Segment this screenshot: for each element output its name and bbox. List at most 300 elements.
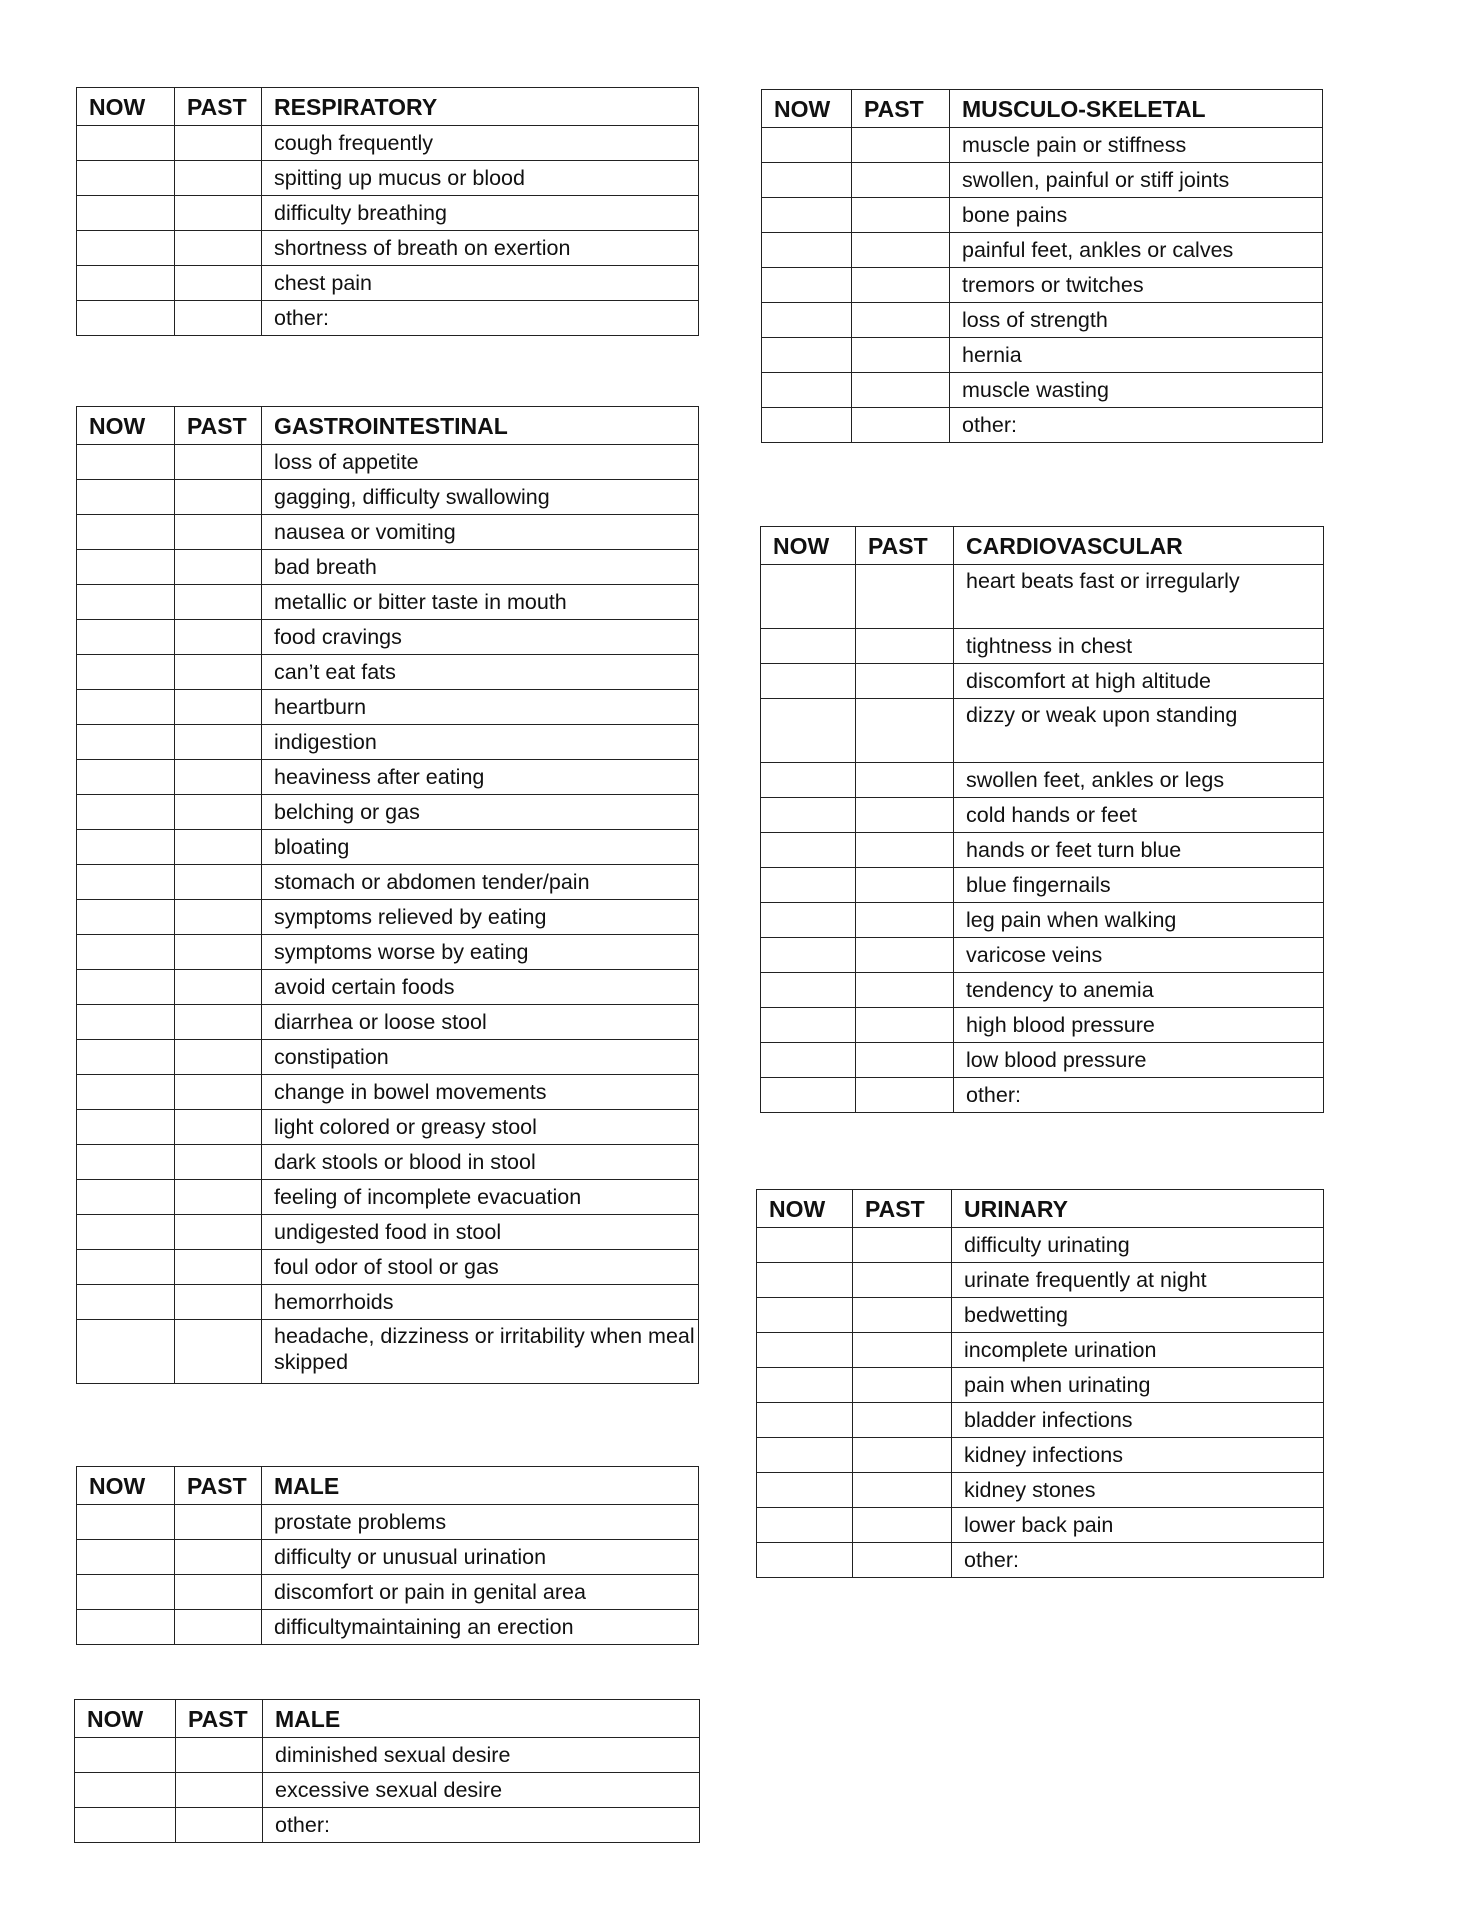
now-checkbox[interactable] xyxy=(762,233,852,268)
now-checkbox[interactable] xyxy=(761,798,856,833)
now-checkbox[interactable] xyxy=(77,1540,175,1575)
past-checkbox[interactable] xyxy=(175,1320,262,1384)
past-checkbox[interactable] xyxy=(852,303,950,338)
symptom-label: difficultymaintaining an erection xyxy=(262,1610,699,1645)
now-checkbox[interactable] xyxy=(77,1110,175,1145)
past-checkbox[interactable] xyxy=(175,970,262,1005)
table-row xyxy=(77,935,699,970)
past-checkbox[interactable] xyxy=(175,445,262,480)
past-checkbox[interactable] xyxy=(853,1438,952,1473)
symptom-label: discomfort at high altitude xyxy=(954,664,1324,699)
now-checkbox[interactable] xyxy=(761,833,856,868)
past-checkbox[interactable] xyxy=(852,233,950,268)
table-row xyxy=(77,620,699,655)
past-header: PAST xyxy=(853,1190,952,1228)
now-checkbox[interactable] xyxy=(75,1808,176,1843)
symptom-label: prostate problems xyxy=(262,1505,699,1540)
now-checkbox[interactable] xyxy=(77,1040,175,1075)
now-checkbox[interactable] xyxy=(762,268,852,303)
past-checkbox[interactable] xyxy=(856,664,954,699)
table-row xyxy=(77,515,699,550)
now-checkbox[interactable] xyxy=(77,970,175,1005)
past-checkbox[interactable] xyxy=(175,830,262,865)
past-checkbox[interactable] xyxy=(175,1505,262,1540)
table-row xyxy=(762,163,1323,198)
past-checkbox[interactable] xyxy=(175,760,262,795)
past-checkbox[interactable] xyxy=(853,1298,952,1333)
table-row xyxy=(77,1575,699,1610)
now-checkbox[interactable] xyxy=(77,1215,175,1250)
now-checkbox[interactable] xyxy=(77,231,175,266)
now-checkbox[interactable] xyxy=(757,1543,853,1578)
now-checkbox[interactable] xyxy=(762,408,852,443)
now-checkbox[interactable] xyxy=(77,655,175,690)
past-checkbox[interactable] xyxy=(175,1040,262,1075)
table-row xyxy=(77,1005,699,1040)
table-row xyxy=(762,233,1323,268)
past-checkbox[interactable] xyxy=(175,690,262,725)
urinary-table xyxy=(756,1189,1324,1578)
symptom-label: varicose veins xyxy=(954,938,1324,973)
past-checkbox[interactable] xyxy=(175,196,262,231)
table-row xyxy=(762,128,1323,163)
symptom-label: tightness in chest xyxy=(954,629,1324,664)
now-checkbox[interactable] xyxy=(77,1575,175,1610)
past-checkbox[interactable] xyxy=(856,1078,954,1113)
now-checkbox[interactable] xyxy=(75,1773,176,1808)
table-row xyxy=(77,585,699,620)
table-row xyxy=(761,973,1324,1008)
symptom-label: avoid certain foods xyxy=(262,970,699,1005)
table-header-row xyxy=(77,407,699,445)
symptom-label: diarrhea or loose stool xyxy=(262,1005,699,1040)
past-header: PAST xyxy=(175,1467,262,1505)
section-title: GASTROINTESTINAL xyxy=(262,407,699,445)
table-row xyxy=(761,1043,1324,1078)
now-checkbox[interactable] xyxy=(77,301,175,336)
past-checkbox[interactable] xyxy=(856,868,954,903)
symptom-label: spitting up mucus or blood xyxy=(262,161,699,196)
past-checkbox[interactable] xyxy=(856,629,954,664)
symptom-label: can’t eat fats xyxy=(262,655,699,690)
now-checkbox[interactable] xyxy=(77,1505,175,1540)
symptom-label: discomfort or pain in genital area xyxy=(262,1575,699,1610)
past-checkbox[interactable] xyxy=(853,1228,952,1263)
past-checkbox[interactable] xyxy=(175,550,262,585)
symptom-label: other: xyxy=(263,1808,700,1843)
symptom-label: hernia xyxy=(950,338,1323,373)
symptom-label: nausea or vomiting xyxy=(262,515,699,550)
symptom-label: tendency to anemia xyxy=(954,973,1324,1008)
table-row xyxy=(761,565,1324,629)
symptom-label: headache, dizziness or irritability when meal skipped xyxy=(262,1320,699,1384)
symptom-label: change in bowel movements xyxy=(262,1075,699,1110)
symptom-label: dark stools or blood in stool xyxy=(262,1145,699,1180)
table-row xyxy=(77,1145,699,1180)
symptom-label: light colored or greasy stool xyxy=(262,1110,699,1145)
past-checkbox[interactable] xyxy=(856,973,954,1008)
now-checkbox[interactable] xyxy=(761,938,856,973)
table-row xyxy=(77,865,699,900)
symptom-label: swollen, painful or stiff joints xyxy=(950,163,1323,198)
table-row xyxy=(762,373,1323,408)
now-checkbox[interactable] xyxy=(757,1228,853,1263)
symptom-label: urinate frequently at night xyxy=(952,1263,1324,1298)
table-row xyxy=(75,1773,700,1808)
past-checkbox[interactable] xyxy=(856,699,954,763)
symptom-label: food cravings xyxy=(262,620,699,655)
past-checkbox[interactable] xyxy=(853,1263,952,1298)
symptom-label: gagging, difficulty swallowing xyxy=(262,480,699,515)
past-checkbox[interactable] xyxy=(852,408,950,443)
male-table xyxy=(76,1466,699,1645)
now-checkbox[interactable] xyxy=(77,1610,175,1645)
now-checkbox[interactable] xyxy=(761,868,856,903)
past-checkbox[interactable] xyxy=(856,1008,954,1043)
past-checkbox[interactable] xyxy=(856,1043,954,1078)
past-checkbox[interactable] xyxy=(175,585,262,620)
symptom-label: hemorrhoids xyxy=(262,1285,699,1320)
musculoskeletal-table xyxy=(761,89,1323,443)
now-header: NOW xyxy=(762,90,852,128)
past-checkbox[interactable] xyxy=(852,163,950,198)
symptom-label: lower back pain xyxy=(952,1508,1324,1543)
symptom-label: loss of strength xyxy=(950,303,1323,338)
now-checkbox[interactable] xyxy=(761,763,856,798)
now-checkbox[interactable] xyxy=(77,935,175,970)
now-checkbox[interactable] xyxy=(77,126,175,161)
past-checkbox[interactable] xyxy=(852,268,950,303)
symptom-label: kidney stones xyxy=(952,1473,1324,1508)
now-checkbox[interactable] xyxy=(757,1263,853,1298)
now-checkbox[interactable] xyxy=(77,795,175,830)
past-checkbox[interactable] xyxy=(175,725,262,760)
table-row xyxy=(761,1008,1324,1043)
past-header: PAST xyxy=(856,527,954,565)
table-row xyxy=(77,266,699,301)
past-checkbox[interactable] xyxy=(175,1180,262,1215)
past-checkbox[interactable] xyxy=(856,833,954,868)
table-row xyxy=(77,480,699,515)
symptom-label: other: xyxy=(954,1078,1324,1113)
past-checkbox[interactable] xyxy=(176,1738,263,1773)
table-row xyxy=(77,196,699,231)
past-checkbox[interactable] xyxy=(175,1075,262,1110)
table-row xyxy=(77,1285,699,1320)
past-checkbox[interactable] xyxy=(853,1543,952,1578)
past-checkbox[interactable] xyxy=(175,126,262,161)
symptom-label: low blood pressure xyxy=(954,1043,1324,1078)
past-checkbox[interactable] xyxy=(856,763,954,798)
now-checkbox[interactable] xyxy=(761,664,856,699)
symptom-label: tremors or twitches xyxy=(950,268,1323,303)
section-title: MUSCULO-SKELETAL xyxy=(950,90,1323,128)
table-row xyxy=(761,833,1324,868)
table-row xyxy=(77,1110,699,1145)
table-row xyxy=(761,868,1324,903)
now-checkbox[interactable] xyxy=(77,760,175,795)
table-row xyxy=(77,231,699,266)
past-checkbox[interactable] xyxy=(175,480,262,515)
past-checkbox[interactable] xyxy=(853,1508,952,1543)
now-checkbox[interactable] xyxy=(762,198,852,233)
symptom-label: other: xyxy=(952,1543,1324,1578)
now-checkbox[interactable] xyxy=(762,338,852,373)
table-row xyxy=(757,1228,1324,1263)
table-row xyxy=(77,830,699,865)
now-checkbox[interactable] xyxy=(77,1145,175,1180)
symptom-label: heaviness after eating xyxy=(262,760,699,795)
table-row xyxy=(761,1078,1324,1113)
now-checkbox[interactable] xyxy=(761,1078,856,1113)
now-checkbox[interactable] xyxy=(77,1250,175,1285)
table-row xyxy=(77,900,699,935)
symptom-label: undigested food in stool xyxy=(262,1215,699,1250)
past-checkbox[interactable] xyxy=(175,865,262,900)
past-checkbox[interactable] xyxy=(175,935,262,970)
symptom-label: constipation xyxy=(262,1040,699,1075)
table-row xyxy=(757,1333,1324,1368)
past-checkbox[interactable] xyxy=(853,1333,952,1368)
past-checkbox[interactable] xyxy=(175,655,262,690)
now-checkbox[interactable] xyxy=(77,445,175,480)
now-checkbox[interactable] xyxy=(77,830,175,865)
past-checkbox[interactable] xyxy=(856,938,954,973)
section-title: MALE xyxy=(262,1467,699,1505)
now-checkbox[interactable] xyxy=(77,1075,175,1110)
now-checkbox[interactable] xyxy=(77,725,175,760)
now-checkbox[interactable] xyxy=(77,550,175,585)
table-row xyxy=(77,795,699,830)
table-row xyxy=(77,1250,699,1285)
table-row xyxy=(75,1808,700,1843)
symptom-label: high blood pressure xyxy=(954,1008,1324,1043)
past-checkbox[interactable] xyxy=(175,1215,262,1250)
symptom-label: symptoms relieved by eating xyxy=(262,900,699,935)
symptom-label: leg pain when walking xyxy=(954,903,1324,938)
symptom-label: chest pain xyxy=(262,266,699,301)
past-checkbox[interactable] xyxy=(175,1610,262,1645)
table-row xyxy=(757,1403,1324,1438)
table-row xyxy=(77,655,699,690)
table-header-row xyxy=(762,90,1323,128)
section-title: CARDIOVASCULAR xyxy=(954,527,1324,565)
now-header: NOW xyxy=(761,527,856,565)
cardiovascular-table xyxy=(760,526,1324,1113)
table-row xyxy=(77,1180,699,1215)
section-title: RESPIRATORY xyxy=(262,88,699,126)
now-header: NOW xyxy=(77,407,175,445)
now-checkbox[interactable] xyxy=(761,973,856,1008)
past-checkbox[interactable] xyxy=(175,266,262,301)
respiratory-table xyxy=(76,87,699,336)
now-checkbox[interactable] xyxy=(757,1333,853,1368)
past-header: PAST xyxy=(175,407,262,445)
symptom-label: loss of appetite xyxy=(262,445,699,480)
now-checkbox[interactable] xyxy=(762,303,852,338)
past-checkbox[interactable] xyxy=(856,798,954,833)
section-title: MALE xyxy=(263,1700,700,1738)
now-checkbox[interactable] xyxy=(762,373,852,408)
now-header: NOW xyxy=(77,88,175,126)
now-checkbox[interactable] xyxy=(761,629,856,664)
table-row xyxy=(761,903,1324,938)
symptom-label: difficulty or unusual urination xyxy=(262,1540,699,1575)
past-checkbox[interactable] xyxy=(175,620,262,655)
table-row xyxy=(761,629,1324,664)
table-row xyxy=(762,303,1323,338)
now-checkbox[interactable] xyxy=(75,1738,176,1773)
past-checkbox[interactable] xyxy=(175,161,262,196)
symptom-label: shortness of breath on exertion xyxy=(262,231,699,266)
now-checkbox[interactable] xyxy=(757,1508,853,1543)
now-checkbox[interactable] xyxy=(762,163,852,198)
table-row xyxy=(761,798,1324,833)
table-row xyxy=(77,1320,699,1384)
past-checkbox[interactable] xyxy=(175,231,262,266)
table-row xyxy=(77,1540,699,1575)
table-row xyxy=(757,1298,1324,1333)
now-checkbox[interactable] xyxy=(77,865,175,900)
past-checkbox[interactable] xyxy=(175,1285,262,1320)
past-checkbox[interactable] xyxy=(852,128,950,163)
now-checkbox[interactable] xyxy=(77,1005,175,1040)
past-checkbox[interactable] xyxy=(175,1110,262,1145)
symptom-label: feeling of incomplete evacuation xyxy=(262,1180,699,1215)
now-checkbox[interactable] xyxy=(77,1320,175,1384)
symptom-label: heart beats fast or irregularly xyxy=(954,565,1324,629)
past-checkbox[interactable] xyxy=(176,1808,263,1843)
past-checkbox[interactable] xyxy=(853,1368,952,1403)
now-checkbox[interactable] xyxy=(77,690,175,725)
symptom-label: blue fingernails xyxy=(954,868,1324,903)
table-row xyxy=(77,725,699,760)
table-row xyxy=(77,1505,699,1540)
past-checkbox[interactable] xyxy=(175,301,262,336)
symptom-label: bad breath xyxy=(262,550,699,585)
now-checkbox[interactable] xyxy=(77,900,175,935)
now-checkbox[interactable] xyxy=(761,565,856,629)
past-checkbox[interactable] xyxy=(175,900,262,935)
symptom-label: pain when urinating xyxy=(952,1368,1324,1403)
past-checkbox[interactable] xyxy=(852,338,950,373)
past-checkbox[interactable] xyxy=(176,1773,263,1808)
symptom-label: excessive sexual desire xyxy=(263,1773,700,1808)
table-row xyxy=(77,690,699,725)
symptom-label: other: xyxy=(950,408,1323,443)
gastrointestinal-table xyxy=(76,406,699,1384)
now-checkbox[interactable] xyxy=(757,1438,853,1473)
table-header-row xyxy=(757,1190,1324,1228)
table-row xyxy=(762,408,1323,443)
now-checkbox[interactable] xyxy=(77,196,175,231)
past-checkbox[interactable] xyxy=(856,903,954,938)
symptom-label: cough frequently xyxy=(262,126,699,161)
now-checkbox[interactable] xyxy=(77,480,175,515)
past-checkbox[interactable] xyxy=(852,373,950,408)
symptom-label: belching or gas xyxy=(262,795,699,830)
symptom-label: kidney infections xyxy=(952,1438,1324,1473)
symptom-label: symptoms worse by eating xyxy=(262,935,699,970)
symptom-label: incomplete urination xyxy=(952,1333,1324,1368)
table-header-row xyxy=(77,1467,699,1505)
table-row xyxy=(757,1263,1324,1298)
table-row xyxy=(77,970,699,1005)
past-checkbox[interactable] xyxy=(175,1250,262,1285)
table-row xyxy=(77,1075,699,1110)
table-row xyxy=(77,301,699,336)
now-checkbox[interactable] xyxy=(757,1368,853,1403)
table-row xyxy=(761,763,1324,798)
past-checkbox[interactable] xyxy=(175,1145,262,1180)
symptom-label: heartburn xyxy=(262,690,699,725)
now-checkbox[interactable] xyxy=(761,1043,856,1078)
table-row xyxy=(77,1610,699,1645)
past-checkbox[interactable] xyxy=(175,1575,262,1610)
past-checkbox[interactable] xyxy=(175,1005,262,1040)
symptom-label: muscle pain or stiffness xyxy=(950,128,1323,163)
now-checkbox[interactable] xyxy=(761,1008,856,1043)
table-row xyxy=(77,550,699,585)
symptom-label: indigestion xyxy=(262,725,699,760)
now-checkbox[interactable] xyxy=(757,1473,853,1508)
now-checkbox[interactable] xyxy=(77,1285,175,1320)
now-checkbox[interactable] xyxy=(77,1180,175,1215)
table-row xyxy=(757,1438,1324,1473)
now-checkbox[interactable] xyxy=(761,903,856,938)
table-row xyxy=(761,699,1324,763)
table-header-row xyxy=(75,1700,700,1738)
symptom-label: metallic or bitter taste in mouth xyxy=(262,585,699,620)
now-checkbox[interactable] xyxy=(757,1298,853,1333)
now-checkbox[interactable] xyxy=(757,1403,853,1438)
symptom-label: bladder infections xyxy=(952,1403,1324,1438)
table-row xyxy=(77,1215,699,1250)
past-header: PAST xyxy=(175,88,262,126)
now-checkbox[interactable] xyxy=(77,620,175,655)
table-row xyxy=(762,198,1323,233)
table-row xyxy=(761,938,1324,973)
table-row xyxy=(77,126,699,161)
table-header-row xyxy=(761,527,1324,565)
now-header: NOW xyxy=(757,1190,853,1228)
table-row xyxy=(762,338,1323,373)
symptom-label: difficulty urinating xyxy=(952,1228,1324,1263)
past-checkbox[interactable] xyxy=(175,515,262,550)
symptom-label: bedwetting xyxy=(952,1298,1324,1333)
past-checkbox[interactable] xyxy=(175,795,262,830)
table-row xyxy=(762,268,1323,303)
section-title: URINARY xyxy=(952,1190,1324,1228)
now-checkbox[interactable] xyxy=(77,266,175,301)
past-checkbox[interactable] xyxy=(853,1403,952,1438)
table-row xyxy=(757,1543,1324,1578)
past-checkbox[interactable] xyxy=(852,198,950,233)
symptom-label: difficulty breathing xyxy=(262,196,699,231)
table-row xyxy=(757,1508,1324,1543)
symptom-label: bloating xyxy=(262,830,699,865)
symptom-label: stomach or abdomen tender/pain xyxy=(262,865,699,900)
past-checkbox[interactable] xyxy=(853,1473,952,1508)
now-checkbox[interactable] xyxy=(761,699,856,763)
table-row xyxy=(761,664,1324,699)
now-checkbox[interactable] xyxy=(77,585,175,620)
now-checkbox[interactable] xyxy=(77,515,175,550)
past-checkbox[interactable] xyxy=(175,1540,262,1575)
past-checkbox[interactable] xyxy=(856,565,954,629)
now-checkbox[interactable] xyxy=(77,161,175,196)
now-checkbox[interactable] xyxy=(762,128,852,163)
